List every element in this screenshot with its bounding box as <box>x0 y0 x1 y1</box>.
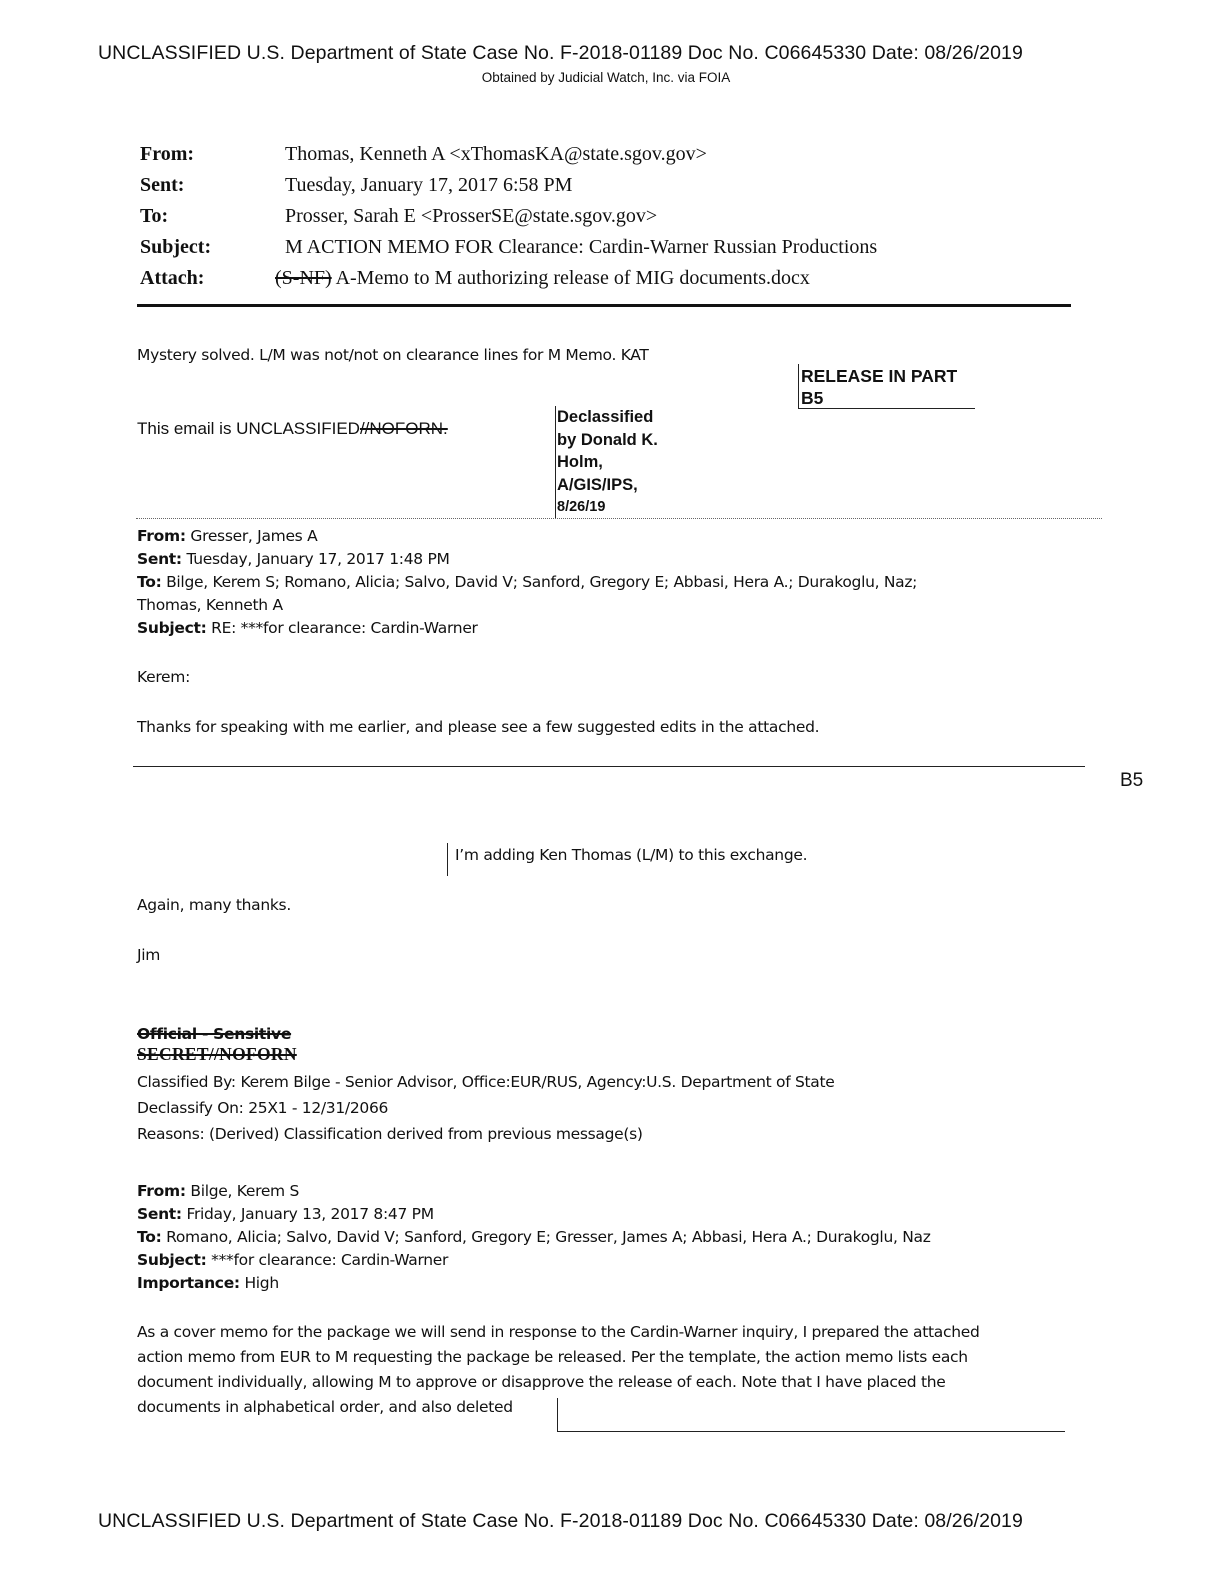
official-sensitive-marking: Official - Sensitive <box>137 1025 292 1043</box>
classification-reasons: Reasons: (Derived) Classification derived from previous message(s) <box>137 1125 643 1143</box>
msg2-to-continued: Thomas, Kenneth A <box>137 596 283 614</box>
header-divider <box>137 304 1071 307</box>
msg2-to <box>137 573 917 591</box>
msg3-sent-label: Sent: <box>137 1205 182 1223</box>
msg2-from <box>137 527 317 545</box>
msg3-body-line-1: As a cover memo for the package we will send in response to the Cardin-Warner inquiry, I prepared the attached <box>137 1323 980 1341</box>
attach-filename: A-Memo to M authorizing release of MIG documents.docx <box>331 267 810 289</box>
release-stamp <box>798 364 975 409</box>
msg3-subject-label: Subject: <box>137 1251 207 1269</box>
msg3-body-line-4: documents in alphabetical order, and also deleted <box>137 1398 513 1416</box>
msg3-importance-value: High <box>239 1274 279 1292</box>
msg3-to-value: Romano, Alicia; Salvo, David V; Sanford, Gregory E; Gresser, James A; Abbasi, Hera A.; Durakoglu, Naz <box>161 1228 931 1246</box>
from-label: From: <box>140 143 195 165</box>
msg2-subject-label: Subject: <box>137 619 207 637</box>
attach-classification-marking: (S-NF) <box>275 267 332 289</box>
msg3-body-line-2: action memo from EUR to M requesting the package be released. Per the template, the action memo lists each <box>137 1348 968 1366</box>
redaction-box-bottom <box>557 1398 1065 1432</box>
msg3-sent-value: Friday, January 13, 2017 8:47 PM <box>181 1205 434 1223</box>
message-separator <box>136 518 1102 519</box>
to-value: Prosser, Sarah E <ProsserSE@state.sgov.gov> <box>285 205 658 227</box>
msg2-sent <box>137 550 450 568</box>
msg3-body-line-3: document individually, allowing M to approve or disapprove the release of each. Note that I have placed the <box>137 1373 946 1391</box>
msg3-importance <box>137 1274 279 1292</box>
declassification-stamp <box>555 406 658 519</box>
declassified-line-5: 8/26/19 <box>557 499 606 515</box>
msg2-signoff: Jim <box>137 946 161 964</box>
msg2-to-label: To: <box>137 573 162 591</box>
declassify-on: Declassify On: 25X1 - 12/31/2066 <box>137 1099 389 1117</box>
declassified-line-3: Holm, <box>557 453 603 471</box>
attachment-name <box>275 267 810 290</box>
msg2-adding-line: I’m adding Ken Thomas (L/M) to this exchange. <box>455 846 808 864</box>
redaction-left-edge <box>447 843 448 876</box>
attach-label: Attach: <box>140 267 205 289</box>
email-classification-line <box>137 419 448 439</box>
sent-label: Sent: <box>140 174 185 196</box>
classified-by: Classified By: Kerem Bilge - Senior Advisor, Office:EUR/RUS, Agency:U.S. Department of State <box>137 1073 835 1091</box>
msg3-to <box>137 1228 931 1246</box>
msg3-subject-value: ***for clearance: Cardin-Warner <box>206 1251 449 1269</box>
msg2-greeting: Kerem: <box>137 668 191 686</box>
msg3-sent <box>137 1205 434 1223</box>
msg2-from-label: From: <box>137 527 186 545</box>
from-value: Thomas, Kenneth A <xThomasKA@state.sgov.gov> <box>285 143 707 165</box>
msg2-thanks: Again, many thanks. <box>137 896 291 914</box>
secret-noforn-marking: SECRET//NOFORN <box>137 1044 297 1064</box>
subject-label: Subject: <box>140 236 212 258</box>
msg3-from-label: From: <box>137 1182 186 1200</box>
declassified-line-4: A/GIS/IPS, <box>557 475 638 494</box>
sent-value: Tuesday, January 17, 2017 6:58 PM <box>285 174 573 196</box>
msg2-subject <box>137 619 478 637</box>
msg3-to-label: To: <box>137 1228 162 1246</box>
msg2-sent-value: Tuesday, January 17, 2017 1:48 PM <box>181 550 450 568</box>
to-label: To: <box>140 205 169 227</box>
msg3-importance-label: Importance: <box>137 1274 240 1292</box>
declassified-line-2: by Donald K. <box>557 430 658 449</box>
msg2-subject-value: RE: ***for clearance: Cardin-Warner <box>206 619 478 637</box>
msg2-from-value: Gresser, James A <box>185 527 318 545</box>
release-code: B5 <box>801 388 824 408</box>
msg3-from-value: Bilge, Kerem S <box>185 1182 300 1200</box>
bottom-classification-banner: UNCLASSIFIED U.S. Department of State Case No. F-2018-01189 Doc No. C06645330 Date: 08/26/2019 <box>98 1510 1023 1532</box>
top-classification-banner: UNCLASSIFIED U.S. Department of State Case No. F-2018-01189 Doc No. C06645330 Date: 08/26/2019 <box>98 42 1023 64</box>
msg3-from <box>137 1182 299 1200</box>
msg3-subject <box>137 1251 448 1269</box>
classification-struck: //NOFORN. <box>359 419 448 438</box>
declassified-line-1: Declassified <box>557 408 654 426</box>
msg2-paragraph: Thanks for speaking with me earlier, and please see a few suggested edits in the attached. <box>137 718 820 736</box>
redaction-top-rule <box>133 766 1085 767</box>
message-body: Mystery solved. L/M was not/not on clearance lines for M Memo. KAT <box>137 346 649 364</box>
msg2-sent-label: Sent: <box>137 550 182 568</box>
msg2-to-value: Bilge, Kerem S; Romano, Alicia; Salvo, David V; Sanford, Gregory E; Abbasi, Hera A.; Durakoglu, Naz; <box>161 573 918 591</box>
foia-source-note: Obtained by Judicial Watch, Inc. via FOIA <box>481 70 731 85</box>
classification-text: This email is UNCLASSIFIED <box>137 419 360 438</box>
release-label: RELEASE IN PART <box>801 366 958 386</box>
subject-value: M ACTION MEMO FOR Clearance: Cardin-Warner Russian Productions <box>285 236 878 258</box>
redaction-exemption-code: B5 <box>1120 770 1144 791</box>
